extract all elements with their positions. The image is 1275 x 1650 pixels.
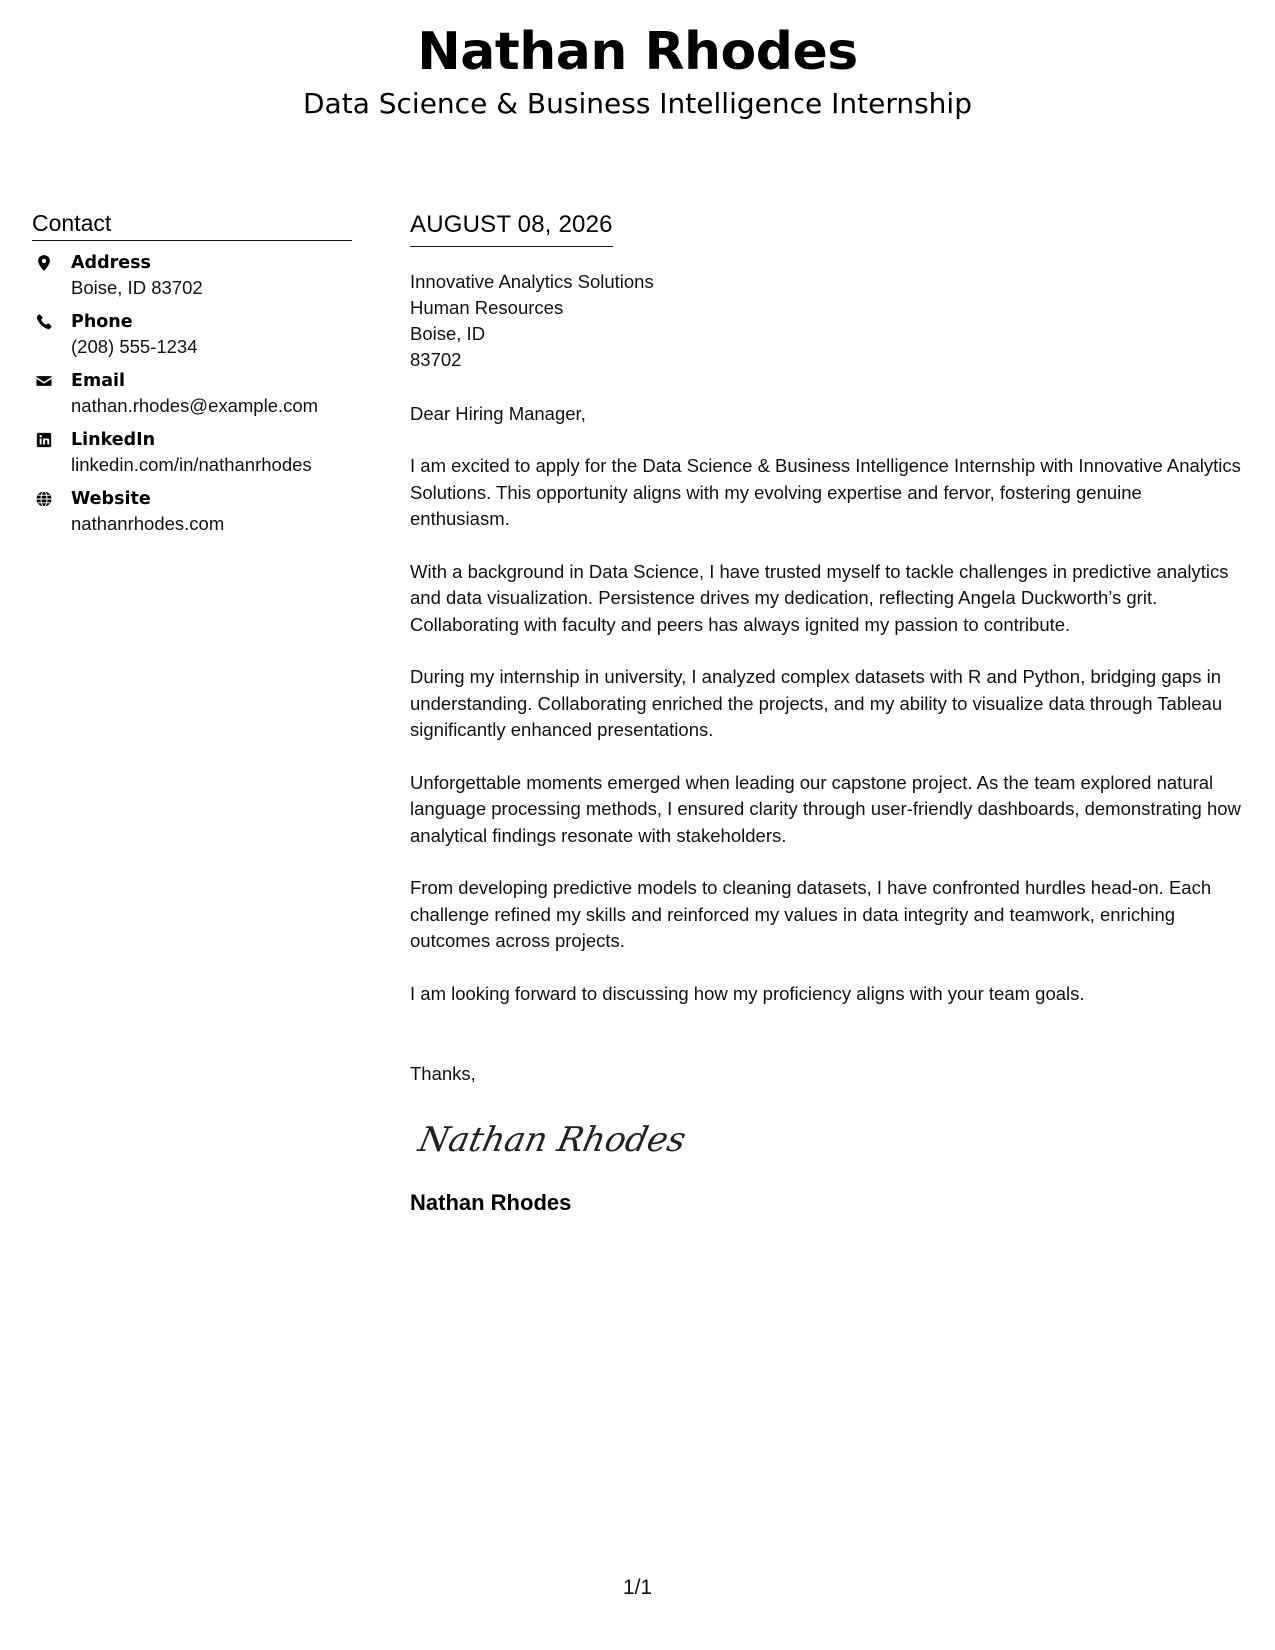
page-number: 1/1 <box>622 1576 653 1599</box>
closing: Thanks, <box>410 1063 476 1084</box>
contact-value-website[interactable]: nathanrhodes.com <box>71 513 225 534</box>
recipient-block <box>410 269 1245 373</box>
contact-label-email: Email <box>71 371 125 391</box>
letter-date: AUGUST 08, 2026 <box>410 210 613 247</box>
greeting: Dear Hiring Manager, <box>410 403 586 424</box>
applicant-name: Nathan Rhodes <box>417 22 858 82</box>
body-paragraph: I am looking forward to discussing how my proficiency aligns with your team goals. <box>410 982 1085 1004</box>
envelope-icon <box>35 372 53 390</box>
phone-icon <box>35 313 53 331</box>
recipient-company: Innovative Analytics Solutions <box>410 271 654 292</box>
svg-text:Nathan Rhodes: Nathan Rhodes <box>415 1120 690 1160</box>
linkedin-icon <box>35 431 53 449</box>
recipient-department: Human Resources <box>410 297 564 318</box>
contact-website <box>32 487 352 536</box>
contact-phone <box>32 310 352 359</box>
signer-name: Nathan Rhodes <box>410 1190 572 1215</box>
contact-label-address: Address <box>71 253 151 273</box>
recipient-city: Boise, ID <box>410 323 486 344</box>
globe-icon <box>35 490 53 508</box>
contact-value-address: Boise, ID 83702 <box>71 277 203 298</box>
contact-label-website: Website <box>71 489 151 509</box>
body-paragraph: Unforgettable moments emerged when leading our capstone project. As the team explored natural language processing methods, I ensured clarity through user-friendly dashboards, demonstrating how analytical findings resonate with stakeholders. <box>410 771 1241 846</box>
contact-label-phone: Phone <box>71 312 133 332</box>
contact-label-linkedin: LinkedIn <box>71 430 156 450</box>
recipient-zip: 83702 <box>410 349 462 370</box>
contact-value-email[interactable]: nathan.rhodes@example.com <box>71 395 319 416</box>
contact-address <box>32 251 352 300</box>
body-paragraph: During my internship in university, I analyzed complex datasets with R and Python, bridging gaps in understanding. Collaborating enriched the projects, and my ability to visualize data through Tableau significantly enhanced presentations. <box>410 666 1223 740</box>
handwritten-signature <box>415 1109 690 1169</box>
contact-heading: Contact <box>32 208 352 241</box>
letter-body <box>410 210 1245 1218</box>
letter-header <box>0 18 1275 122</box>
position-title: Data Science & Business Intelligence Internship <box>303 87 972 120</box>
body-paragraph: From developing predictive models to cleaning datasets, I have confronted hurdles head-on. Each challenge refined my skills and reinforced my values in data integrity and teamwork, enriching outcomes across projects. <box>410 877 1212 951</box>
contact-linkedin <box>32 428 352 477</box>
map-pin-icon <box>35 254 53 272</box>
body-paragraph: I am excited to apply for the Data Science & Business Intelligence Internship with Innovative Analytics Solutions. This opportunity aligns with my evolving expertise and fervor, fostering genuine enthusiasm. <box>410 455 1241 529</box>
contact-value-linkedin[interactable]: linkedin.com/in/nathanrhodes <box>71 454 312 475</box>
contact-email <box>32 369 352 418</box>
contact-sidebar <box>32 208 352 536</box>
body-paragraph: With a background in Data Science, I have trusted myself to tackle challenges in predictive analytics and data visualization. Persistence drives my dedication, reflecting Angela Duckworth’s grit. Collaborating with faculty and peers has always ignited my passion to contribute. <box>410 560 1229 635</box>
contact-value-phone: (208) 555-1234 <box>71 336 198 357</box>
